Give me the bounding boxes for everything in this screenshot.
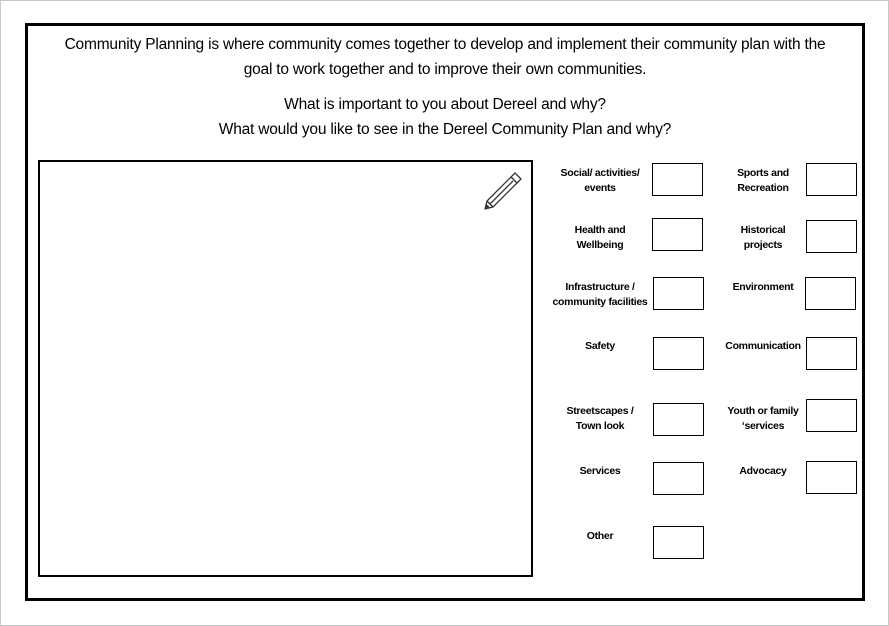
intro-text bbox=[40, 32, 850, 82]
label-line: Sports and bbox=[737, 167, 789, 179]
label-social bbox=[545, 166, 655, 196]
label-line: Social/ activities/ bbox=[560, 167, 640, 179]
pencil-icon bbox=[482, 170, 524, 212]
checkbox-health[interactable] bbox=[652, 218, 703, 251]
label-line: community facilities bbox=[552, 296, 648, 308]
checkbox-environment[interactable] bbox=[805, 277, 856, 310]
response-drawing-area[interactable] bbox=[38, 160, 533, 577]
intro-line-2: goal to work together and to improve their own communities. bbox=[243, 61, 647, 78]
checkbox-social[interactable] bbox=[652, 163, 703, 196]
label-communication bbox=[708, 339, 818, 354]
label-line: Historical bbox=[740, 224, 786, 236]
label-line: Streetscapes / bbox=[566, 405, 634, 417]
label-historical bbox=[708, 223, 818, 253]
label-youth bbox=[708, 404, 818, 434]
checkbox-services[interactable] bbox=[653, 462, 704, 495]
checkbox-other[interactable] bbox=[653, 526, 704, 559]
label-line: Wellbeing bbox=[576, 239, 624, 251]
label-other bbox=[545, 529, 655, 544]
label-line: Environment bbox=[732, 281, 794, 293]
label-health bbox=[545, 223, 655, 253]
label-streetscapes bbox=[545, 404, 655, 434]
checkbox-infrastructure[interactable] bbox=[653, 277, 704, 310]
label-line: projects bbox=[743, 239, 783, 251]
checkbox-historical[interactable] bbox=[806, 220, 857, 253]
label-line: Infrastructure / bbox=[565, 281, 635, 293]
label-advocacy bbox=[708, 464, 818, 479]
checkbox-safety[interactable] bbox=[653, 337, 704, 370]
label-line: Safety bbox=[585, 340, 615, 352]
checkbox-sports[interactable] bbox=[806, 163, 857, 196]
question-1: What is important to you about Dereel and why? bbox=[284, 96, 606, 113]
label-line: events bbox=[584, 182, 616, 194]
question-2: What would you like to see in the Dereel Community Plan and why? bbox=[218, 121, 672, 138]
label-line: Youth or family bbox=[727, 405, 799, 417]
label-line: ‘services bbox=[741, 420, 785, 432]
label-line: Communication bbox=[725, 340, 801, 352]
label-line: Services bbox=[579, 465, 621, 477]
label-line: Advocacy bbox=[739, 465, 787, 477]
label-sports bbox=[708, 166, 818, 196]
label-line: Other bbox=[586, 530, 614, 542]
label-services bbox=[545, 464, 655, 479]
questions bbox=[40, 92, 850, 142]
label-environment bbox=[708, 280, 818, 295]
label-line: Recreation bbox=[737, 182, 789, 194]
label-line: Health and bbox=[574, 224, 626, 236]
label-infrastructure bbox=[545, 280, 655, 310]
label-safety bbox=[545, 339, 655, 354]
checkbox-advocacy[interactable] bbox=[806, 461, 857, 494]
intro-line-1: Community Planning is where community comes together to develop and implement their community plan with the bbox=[64, 36, 826, 53]
checkbox-youth[interactable] bbox=[806, 399, 857, 432]
checkbox-streetscapes[interactable] bbox=[653, 403, 704, 436]
label-line: Town look bbox=[575, 420, 625, 432]
checkbox-communication[interactable] bbox=[806, 337, 857, 370]
